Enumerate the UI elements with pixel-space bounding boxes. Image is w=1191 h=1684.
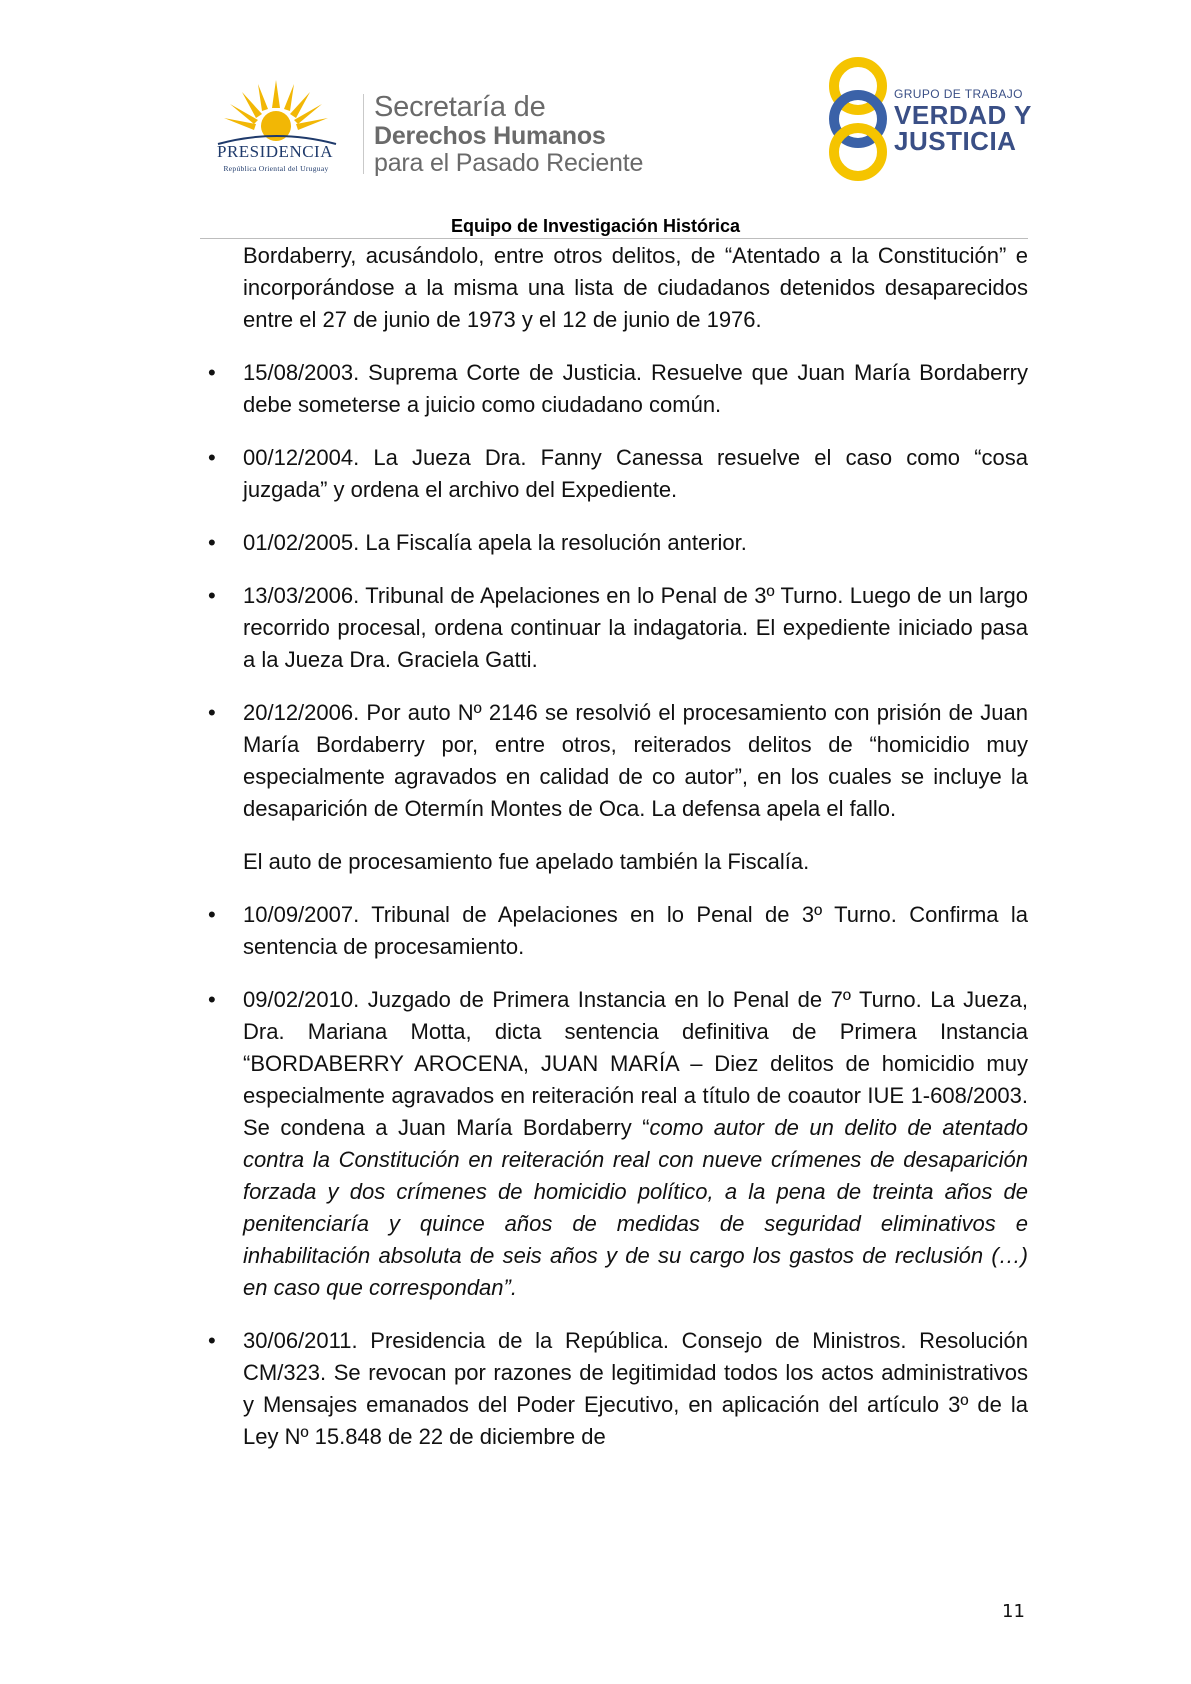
secretaria-line-2: Derechos Humanos [374, 122, 606, 150]
bullet: • [208, 700, 216, 725]
verdad-justicia-text [894, 86, 1032, 154]
presidencia-label: PRESIDENCIA [216, 142, 333, 161]
sentence-text: 09/02/2010. Juzgado de Primera Instancia en lo Penal de 7º Turno. La Jueza, Dra. Mariana Motta, dicta sentencia definitiva de Primera Instancia “BORDABERRY AROCENA, JUAN MARÍA – Diez delitos de homicidio muy especialmente agravados en reiteración real a título de coautor IUE 1-608/2003. Se condena a Juan María Bordaberry “ [243, 987, 1028, 1140]
note-paragraph: El auto de procesamiento fue apelado también la Fiscalía. [243, 849, 810, 874]
list-item-text: 30/06/2011. Presidencia de la República. Consejo de Ministros. Resolución CM/323. Se revocan por razones de legitimidad todos los actos administrativos y Mensajes emanados del Poder Ejecutivo, en aplicación del artículo 3º de la Ley Nº 15.848 de 22 de diciembre de [243, 1328, 1028, 1449]
page-number: 11 [1002, 1601, 1025, 1622]
bullet: • [208, 1328, 216, 1353]
list-item-text [243, 984, 1028, 1304]
header-rule [200, 238, 1028, 239]
presidencia-sun-logo [196, 78, 356, 178]
list-item [208, 442, 1028, 506]
bullet: • [208, 445, 216, 470]
sentence-quote: como autor de un delito de atentado contra la Constitución en reiteración real con nueve crímenes de desaparición forzada y dos crímenes de homicidio político, a la pena de treinta años de penitenciaría y quince años de medidas de seguridad eliminativos e inhabilitación absoluta de seis años y de su cargo los gastos de reclusión (…) en caso que correspondan”. [243, 1115, 1028, 1300]
header-subtitle: Equipo de Investigación Histórica [450, 216, 741, 236]
secretaria-line-3: para el Pasado Reciente [374, 149, 644, 177]
secretaria-line-1: Secretaría de [374, 91, 546, 123]
list-item [208, 580, 1028, 676]
bullet: • [208, 987, 216, 1012]
list-item [208, 1325, 1028, 1453]
list-item-text: 10/09/2007. Tribunal de Apelaciones en lo Penal de 3º Turno. Confirma la sentencia de procesamiento. [243, 902, 1028, 959]
list-item-text: 15/08/2003. Suprema Corte de Justicia. Resuelve que Juan María Bordaberry debe someterse a juicio como ciudadano común. [243, 360, 1028, 417]
list-item [208, 527, 1028, 559]
presidencia-sublabel: República Oriental del Uruguay [223, 164, 329, 173]
document-body [208, 240, 1028, 1474]
intro-paragraph: Bordaberry, acusándolo, entre otros delitos, de “Atentado a la Constitución” e incorporándose a la misma una lista de ciudadanos detenidos desaparecidos entre el 27 de junio de 1973 y el 12 de junio de 1976. [243, 243, 1028, 332]
list-item [208, 984, 1028, 1304]
gt-line-2: VERDAD Y [894, 100, 1032, 130]
list-item-text: 01/02/2005. La Fiscalía apela la resolución anterior. [243, 530, 747, 555]
list-item [208, 899, 1028, 963]
list-item-text: 20/12/2006. Por auto Nº 2146 se resolvió el procesamiento con prisión de Juan María Bordaberry por, entre otros, reiterados delitos de “homicidio muy especialmente agravados en calidad de co autor”, en los cuales se incluye la desaparición de Otermín Montes de Oca. La defensa apela el fallo. [243, 700, 1028, 821]
header-divider [363, 94, 364, 174]
list-item [208, 357, 1028, 421]
bullet: • [208, 530, 216, 555]
gt-line-3: JUSTICIA [894, 126, 1017, 156]
list-item-text: 00/12/2004. La Jueza Dra. Fanny Canessa resuelve el caso como “cosa juzgada” y ordena el archivo del Expediente. [243, 445, 1028, 502]
list-item [208, 697, 1028, 825]
verdad-justicia-rings-logo [818, 56, 898, 182]
list-item-text: 13/03/2006. Tribunal de Apelaciones en lo Penal de 3º Turno. Luego de un largo recorrido procesal, ordena continuar la indagatoria. El expediente iniciado pasa a la Jueza Dra. Graciela Gatti. [243, 583, 1028, 672]
secretaria-logo-text [374, 92, 643, 177]
gt-line-1: GRUPO DE TRABAJO [894, 87, 1023, 101]
bullet: • [208, 360, 216, 385]
bullet: • [208, 902, 216, 927]
bullet: • [208, 583, 216, 608]
